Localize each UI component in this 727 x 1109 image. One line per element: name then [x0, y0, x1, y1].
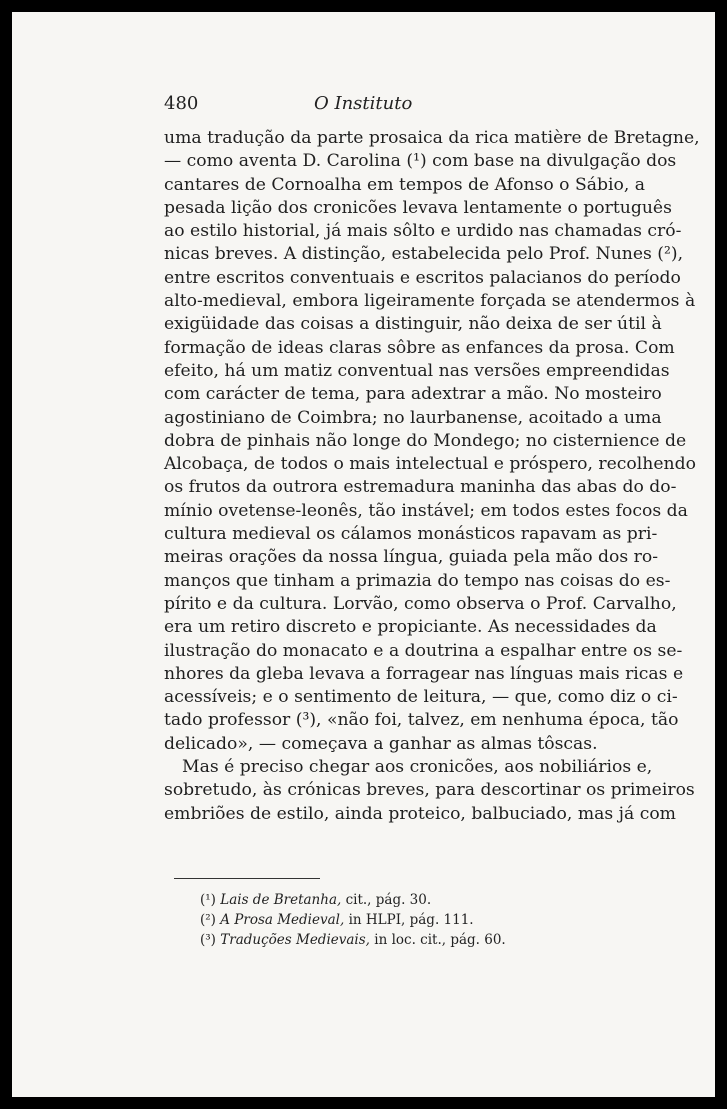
- footnote-title: A Prosa Medieval,: [220, 912, 345, 928]
- text-line: exigüidade das coisas a distinguir, não deixa de ser útil à: [164, 314, 662, 335]
- text-line: nhores da gleba levava a forragear nas línguas mais ricas e: [164, 663, 684, 684]
- text-line: Mas é preciso chegar aos cronicões, aos nobiliários e,: [182, 757, 653, 778]
- text-line: pírito e da cultura. Lorvão, como observa o Prof. Carvalho,: [164, 593, 677, 614]
- text-line: sobretudo, às crónicas breves, para descortinar os primeiros: [164, 780, 695, 801]
- text-line: Alcobaça, de todos o mais intelectual e próspero, recolhendo: [164, 454, 696, 475]
- text-line: entre escritos conventuais e escritos palacianos do período: [164, 267, 681, 288]
- footnote-title: Lais de Bretanha,: [220, 892, 342, 908]
- text-line: meiras orações da nossa língua, guiada pela mão dos ro-: [164, 547, 659, 568]
- text-line: pesada lição dos cronicões levava lentamente o português: [164, 197, 672, 218]
- text-line: alto-medieval, embora ligeiramente forçada se atendermos à: [164, 291, 696, 312]
- text-line: embriões de estilo, ainda proteico, balbuciado, mas já com: [164, 803, 676, 824]
- text-line: tado professor (³), «não foi, talvez, em nenhuma época, tão: [164, 710, 679, 731]
- text-line: ilustração do monacato e a doutrina a espalhar entre os se-: [164, 640, 683, 661]
- footnote-mark: (¹): [200, 892, 216, 908]
- text-line: mínio ovetense-leonês, tão instável; em todos estes focos da: [164, 500, 688, 521]
- text-line: com carácter de tema, para adextrar a mão. No mosteiro: [164, 384, 662, 405]
- footnote-ref: in loc. cit., pág. 60.: [369, 932, 506, 948]
- footnote: [200, 890, 580, 910]
- footnote-title: Traduções Medievais,: [220, 932, 370, 948]
- footnote-rule: [174, 878, 320, 879]
- text-line: dobra de pinhais não longe do Mondego; no cisternience de: [164, 430, 687, 451]
- text-line: era um retiro discreto e propiciante. As necessidades da: [164, 617, 657, 638]
- text-line: delicado», — começava a ganhar as almas tôscas.: [164, 733, 598, 754]
- text-line: cantares de Cornoalha em tempos de Afonso o Sábio, a: [164, 174, 646, 195]
- page-number: 480: [164, 93, 199, 114]
- footnotes: [200, 890, 580, 950]
- text-line: agostiniano de Coimbra; no laurbanense, acoitado a uma: [164, 407, 662, 428]
- book-page: [12, 12, 715, 1097]
- footnote: [200, 910, 580, 930]
- page-header: [164, 85, 572, 115]
- text-line: manços que tinham a primazia do tempo nas coisas do es-: [164, 570, 671, 591]
- text-line: ao estilo historial, já mais sôlto e urdido nas chamadas cró-: [164, 221, 682, 242]
- text-line: — como aventa D. Carolina (¹) com base na divulgação dos: [164, 151, 677, 172]
- text-line: cultura medieval os cálamos monásticos rapavam as pri-: [164, 524, 658, 545]
- footnote-ref: in HLPI, pág. 111.: [344, 912, 474, 928]
- text-line: uma tradução da parte prosaica da rica matière de Bretagne,: [164, 128, 700, 148]
- text-line: acessíveis; e o sentimento de leitura, — que, como diz o ci-: [164, 687, 678, 708]
- text-line: os frutos da outrora estremadura maninha das abas do do-: [164, 477, 677, 498]
- footnote-mark: (²): [200, 912, 216, 928]
- text-line: nicas breves. A distinção, estabelecida pelo Prof. Nunes (²),: [164, 244, 684, 265]
- footnote-mark: (³): [200, 932, 216, 948]
- footnote: [200, 930, 580, 950]
- text-line: formação de ideas claras sôbre as enfances da prosa. Com: [164, 337, 675, 358]
- running-title: O Instituto: [314, 93, 413, 114]
- body-text: [164, 127, 700, 826]
- footnote-ref: cit., pág. 30.: [341, 892, 432, 908]
- text-line: efeito, há um matiz conventual nas versões empreendidas: [164, 360, 670, 381]
